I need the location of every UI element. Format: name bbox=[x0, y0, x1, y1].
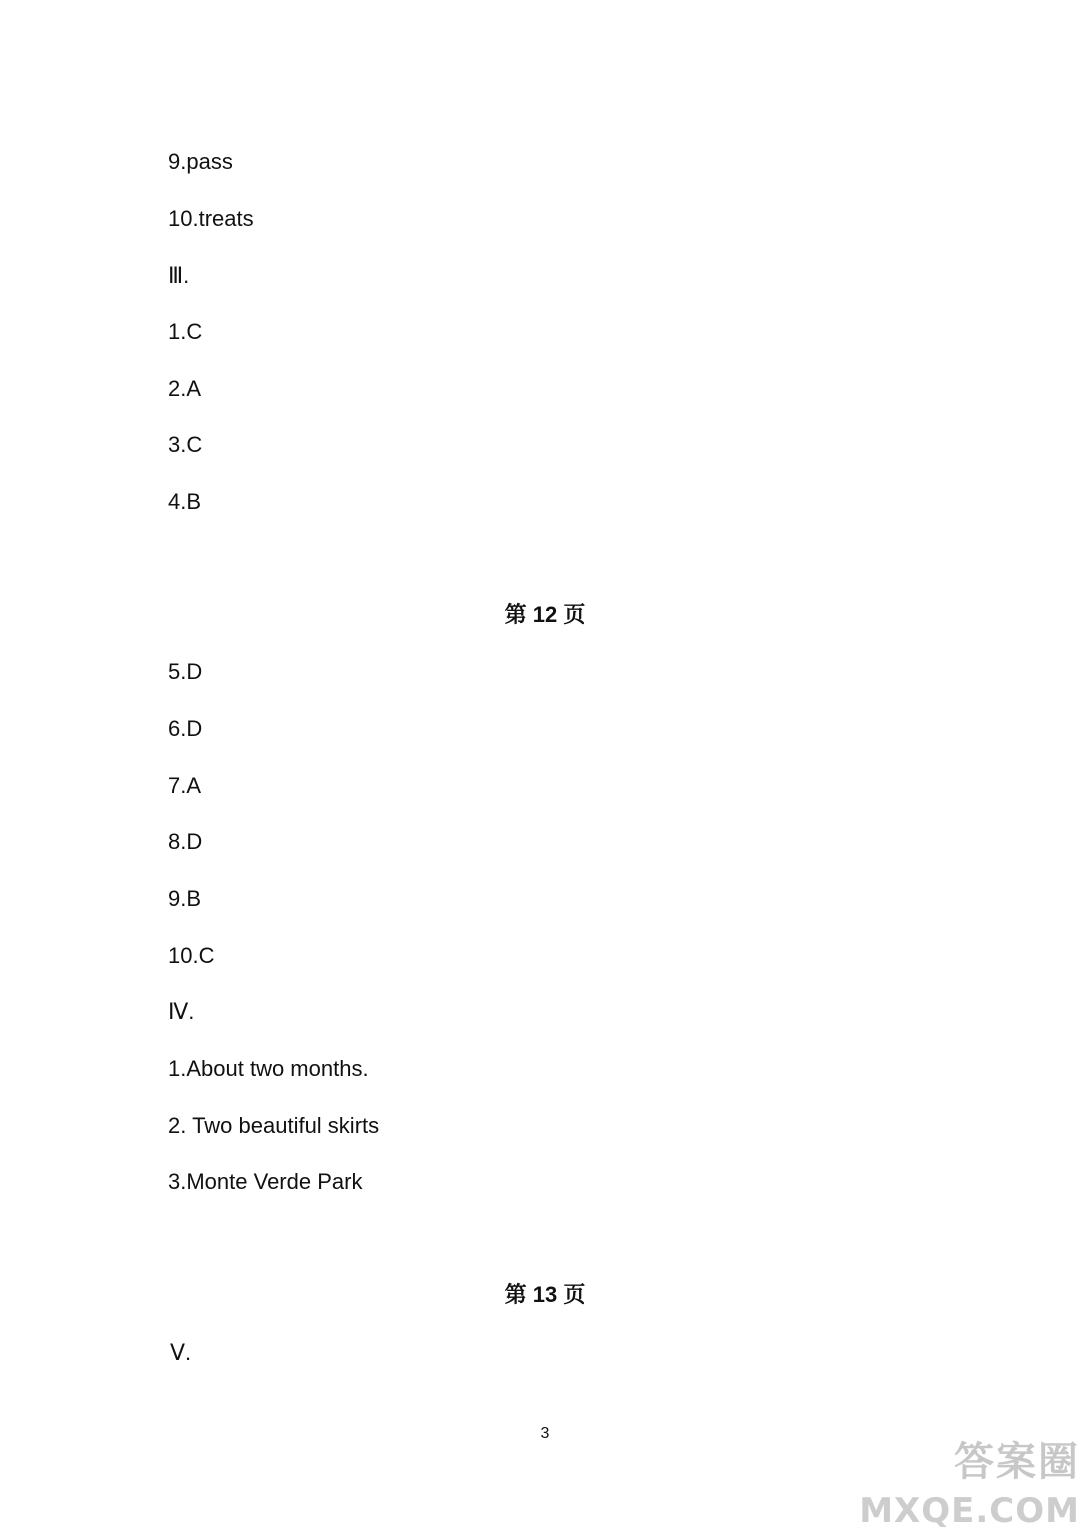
answer-line-4: 4.B bbox=[168, 489, 202, 514]
watermark-logo bbox=[859, 1438, 1080, 1531]
answer-line-9: 9.B bbox=[168, 886, 202, 911]
section-marker-iii: Ⅲ. bbox=[168, 263, 190, 288]
answer-line-9-pass: 9.pass bbox=[168, 149, 233, 174]
watermark-bottom-text: MXQE.COM bbox=[859, 1491, 1080, 1531]
answer-line-6: 6.D bbox=[168, 716, 203, 741]
answer-line-monte-verde-park: 3.Monte Verde Park bbox=[168, 1169, 363, 1194]
page-number: 3 bbox=[540, 1425, 550, 1442]
answer-line-8: 8.D bbox=[168, 829, 203, 854]
answer-line-10: 10.C bbox=[168, 943, 215, 968]
answer-line-5: 5.D bbox=[168, 659, 203, 684]
page-heading-12: 第 12 页 bbox=[504, 602, 586, 627]
answer-line-2: 2.A bbox=[168, 376, 202, 401]
answer-line-about-two-months: 1.About two months. bbox=[168, 1056, 369, 1081]
answer-line-10-treats: 10.treats bbox=[168, 206, 254, 231]
watermark-top-text: 答案圈 bbox=[954, 1439, 1080, 1485]
answer-line-3: 3.C bbox=[168, 432, 203, 457]
answer-line-1: 1.C bbox=[168, 319, 203, 344]
answer-line-two-beautiful-skirts: 2. Two beautiful skirts bbox=[168, 1113, 380, 1138]
answer-line-7: 7.A bbox=[168, 773, 202, 798]
section-marker-v: Ⅴ. bbox=[170, 1340, 192, 1365]
section-marker-iv: Ⅳ. bbox=[168, 999, 195, 1024]
page-heading-13: 第 13 页 bbox=[504, 1282, 586, 1307]
